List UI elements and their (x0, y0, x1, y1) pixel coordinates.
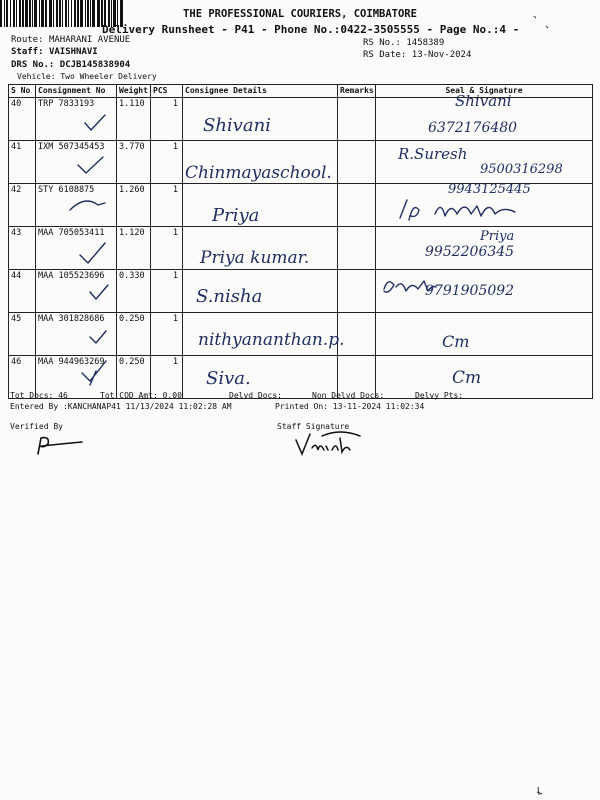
cell-pcs: 1 (151, 270, 183, 313)
cell-weight: 0.250 (117, 313, 151, 356)
scan-mark (528, 8, 558, 36)
col-header-consignee: Consignee Details (183, 85, 338, 98)
tick-mark (82, 361, 106, 385)
cell-remarks (338, 98, 376, 141)
staff-line (11, 47, 98, 57)
scan-mark (534, 785, 548, 799)
cell-seal (376, 313, 593, 356)
col-header-pcs: PCS (151, 85, 183, 98)
tick-mark (90, 331, 106, 343)
cell-weight: 1.120 (117, 227, 151, 270)
col-header-sno: S No (9, 85, 36, 98)
staff-label: Staff: (11, 47, 44, 57)
col-header-remarks: Remarks (338, 85, 376, 98)
delvy-pts: Delvy Pts: (415, 391, 464, 400)
delvd-docs: Delvd Docs: (229, 391, 282, 400)
tick-marks (60, 105, 115, 395)
vehicle-value: Two Wheeler Delivery (60, 72, 157, 81)
tick-mark (90, 285, 108, 299)
tot-docs: Tot Docs: 46 (10, 391, 68, 400)
seal-phone: 9943125445 (448, 182, 531, 197)
cell-weight: 3.770 (117, 141, 151, 184)
seal-phone: 9791905092 (425, 283, 515, 299)
cell-consignment: TRP 7833193 (36, 98, 117, 141)
cell-sno: 40 (9, 98, 36, 141)
consignee-handwriting: Chinmayaschool. (185, 163, 332, 183)
cell-consignment: MAA 105523696 (36, 270, 117, 313)
consignee-handwriting: Priya (212, 205, 260, 226)
verifier-signature (30, 432, 90, 458)
rs-date-line (363, 50, 471, 60)
route-label: Route: (11, 35, 44, 45)
cell-pcs: 1 (151, 141, 183, 184)
cell-sno: 41 (9, 141, 36, 184)
drs-line (11, 60, 130, 70)
tot-cod-amt: Tot COD Amt: 0.00 (100, 391, 182, 400)
rs-date-value: 13-Nov-2024 (411, 50, 472, 60)
consignee-handwriting: Shivani (203, 115, 271, 136)
route-line (11, 35, 130, 45)
drs-label: DRS No.: (11, 60, 55, 70)
cell-weight: 1.110 (117, 98, 151, 141)
seal-signature: Cm (452, 368, 482, 388)
cell-remarks (338, 270, 376, 313)
consignee-handwriting: nithyananthan.p. (198, 330, 345, 350)
cell-pcs: 1 (151, 356, 183, 399)
col-header-weight: Weight (117, 85, 151, 98)
cell-weight: 1.260 (117, 184, 151, 227)
cell-consignment: STY 6108875 (36, 184, 117, 227)
cell-pcs: 1 (151, 313, 183, 356)
cell-consignee (183, 184, 338, 227)
company-title: THE PROFESSIONAL COURIERS, COIMBATORE (183, 8, 417, 20)
cell-sno: 46 (9, 356, 36, 399)
cell-weight: 0.330 (117, 270, 151, 313)
cell-sno: 43 (9, 227, 36, 270)
cell-pcs: 1 (151, 98, 183, 141)
tick-mark (78, 157, 103, 173)
cell-remarks (338, 141, 376, 184)
tick-mark (80, 243, 105, 263)
cell-consignment: MAA 944963269 (36, 356, 117, 399)
seal-phone: 9952206345 (425, 244, 515, 260)
vehicle-line (17, 72, 157, 81)
printed-on: Printed On: 13-11-2024 11:02:34 (275, 402, 425, 411)
vehicle-label: Vehicle: (17, 72, 56, 81)
cell-weight: 0.250 (117, 356, 151, 399)
seal-signature: R.Suresh (398, 145, 468, 163)
col-header-seal: Seal & Signature (376, 85, 593, 98)
rs-no-line (363, 38, 444, 48)
signature-scribble (378, 275, 438, 299)
verified-by-label: Verified By (10, 422, 63, 431)
cell-pcs: 1 (151, 227, 183, 270)
tick-mark (85, 115, 105, 130)
entered-by: Entered By :KANCHANAP41 11/13/2024 11:02:28 AM (10, 402, 232, 411)
signature-scribble (395, 196, 525, 226)
cell-sno: 45 (9, 313, 36, 356)
cell-consignment: MAA 301828686 (36, 313, 117, 356)
seal-signature: Priya (480, 229, 515, 244)
consignee-handwriting: Priya kumar. (200, 248, 310, 268)
cell-consignment: MAA 705053411 (36, 227, 117, 270)
drs-value: DCJB145838904 (59, 60, 131, 70)
rs-no-label: RS No.: (363, 38, 401, 48)
route-value: MAHARANI AVENUE (48, 35, 131, 45)
cell-remarks (338, 227, 376, 270)
cell-sno: 44 (9, 270, 36, 313)
consignee-handwriting: S.nisha (196, 286, 263, 307)
staff-signature (290, 430, 370, 460)
cell-seal (376, 356, 593, 399)
seal-phone: 6372176480 (428, 120, 518, 136)
staff-value: VAISHNAVI (48, 47, 98, 57)
rs-no-value: 1458389 (406, 38, 445, 48)
cell-pcs: 1 (151, 184, 183, 227)
staff-signature-label: Staff Signature (277, 422, 350, 431)
non-delvd-docs: Non Delvd Docs: (312, 391, 385, 400)
seal-signature: Cm (442, 332, 470, 351)
col-header-consignment: Consignment No (36, 85, 117, 98)
seal-phone: 9500316298 (480, 162, 563, 177)
cell-sno: 42 (9, 184, 36, 227)
cell-consignment: IXM 507345453 (36, 141, 117, 184)
tick-mark (70, 201, 105, 210)
runsheet-title: Delivery Runsheet - P41 - Phone No.:0422-3505555 - Page No.:4 - (102, 23, 520, 36)
cell-remarks (338, 184, 376, 227)
consignee-handwriting: Siva. (206, 368, 251, 389)
rs-date-label: RS Date: (363, 50, 407, 60)
seal-signature: Shivani (455, 92, 512, 110)
